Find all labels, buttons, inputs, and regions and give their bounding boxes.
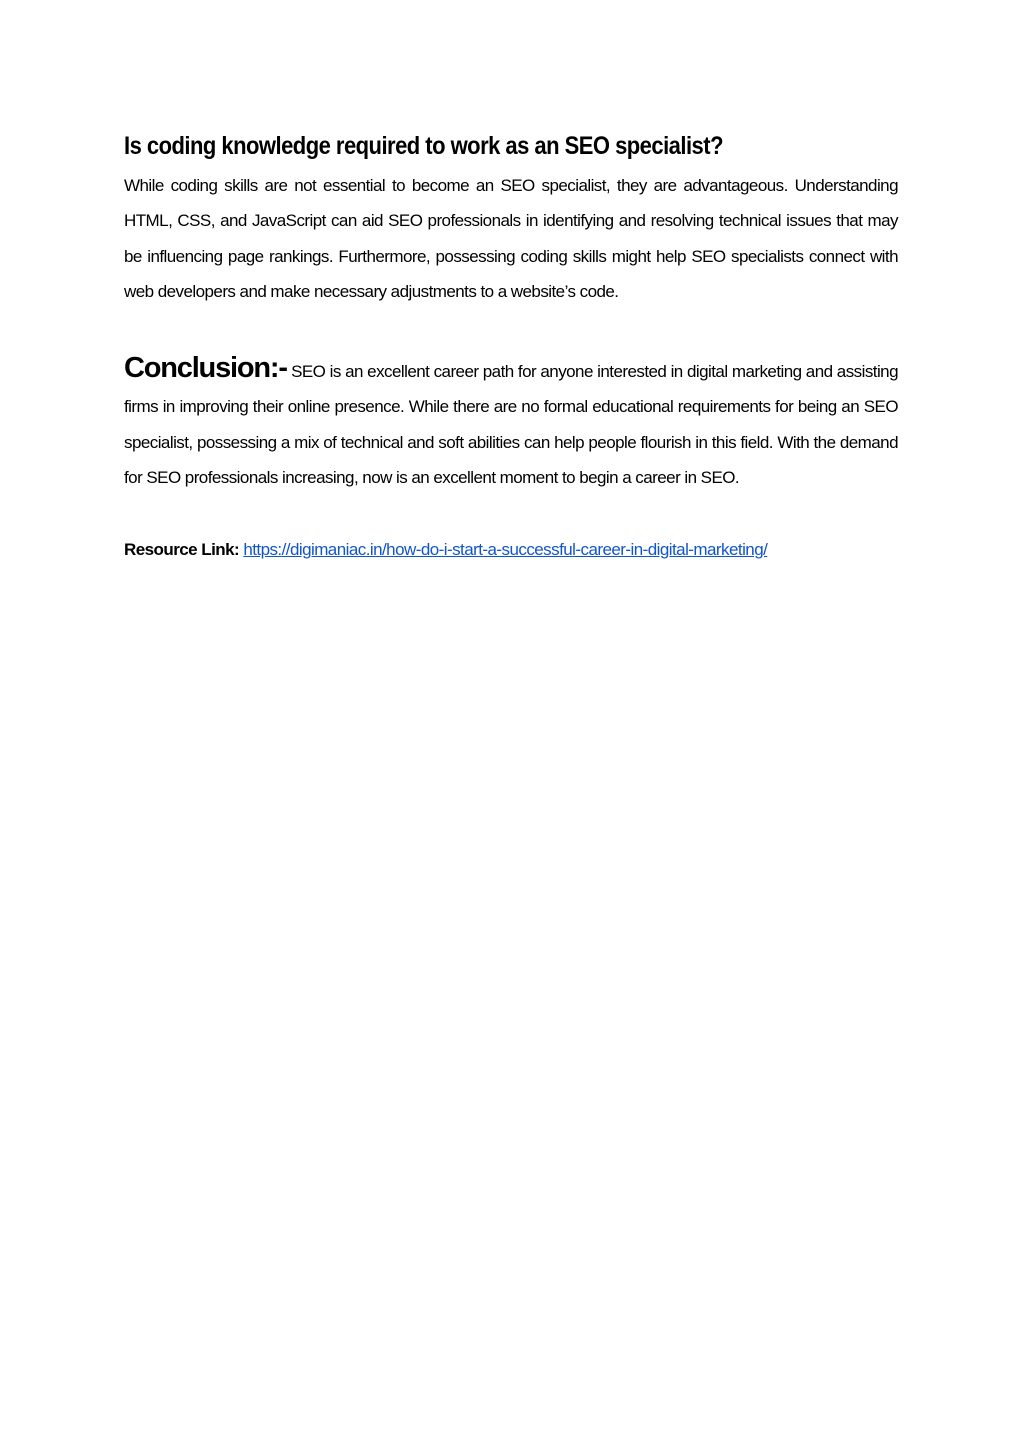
section-body-paragraph: While coding skills are not essential to become an SEO specialist, they are advantageous. Understanding HTML, CSS, and JavaScript can aid SEO professionals in identifying and resolving technical issues that may be influencing page rankings. Furthermore, possessing coding skills might help SEO specialists connect with web developers and make necessary adjustments to a website’s code.: [124, 176, 898, 301]
resource-line: [124, 535, 898, 565]
resource-label: Resource Link:: [124, 540, 240, 560]
resource-link[interactable]: https://digimaniac.in/how-do-i-start-a-successful-career-in-digital-marketing/: [243, 540, 768, 560]
section-heading: Is coding knowledge required to work as an SEO specialist?: [124, 132, 723, 160]
conclusion-body: SEO is an excellent career path for anyone interested in digital marketing and assisting firms in improving their online presence. While there are no formal educational requirements for being an SEO specialist, possessing a mix of technical and soft abilities can help people flourish in this field. With the demand for SEO professionals increasing, now is an excellent moment to begin a career in SEO.: [124, 362, 898, 488]
conclusion-paragraph: [124, 351, 898, 495]
conclusion-label: Conclusion:-: [124, 352, 287, 385]
page-content: [124, 128, 898, 582]
